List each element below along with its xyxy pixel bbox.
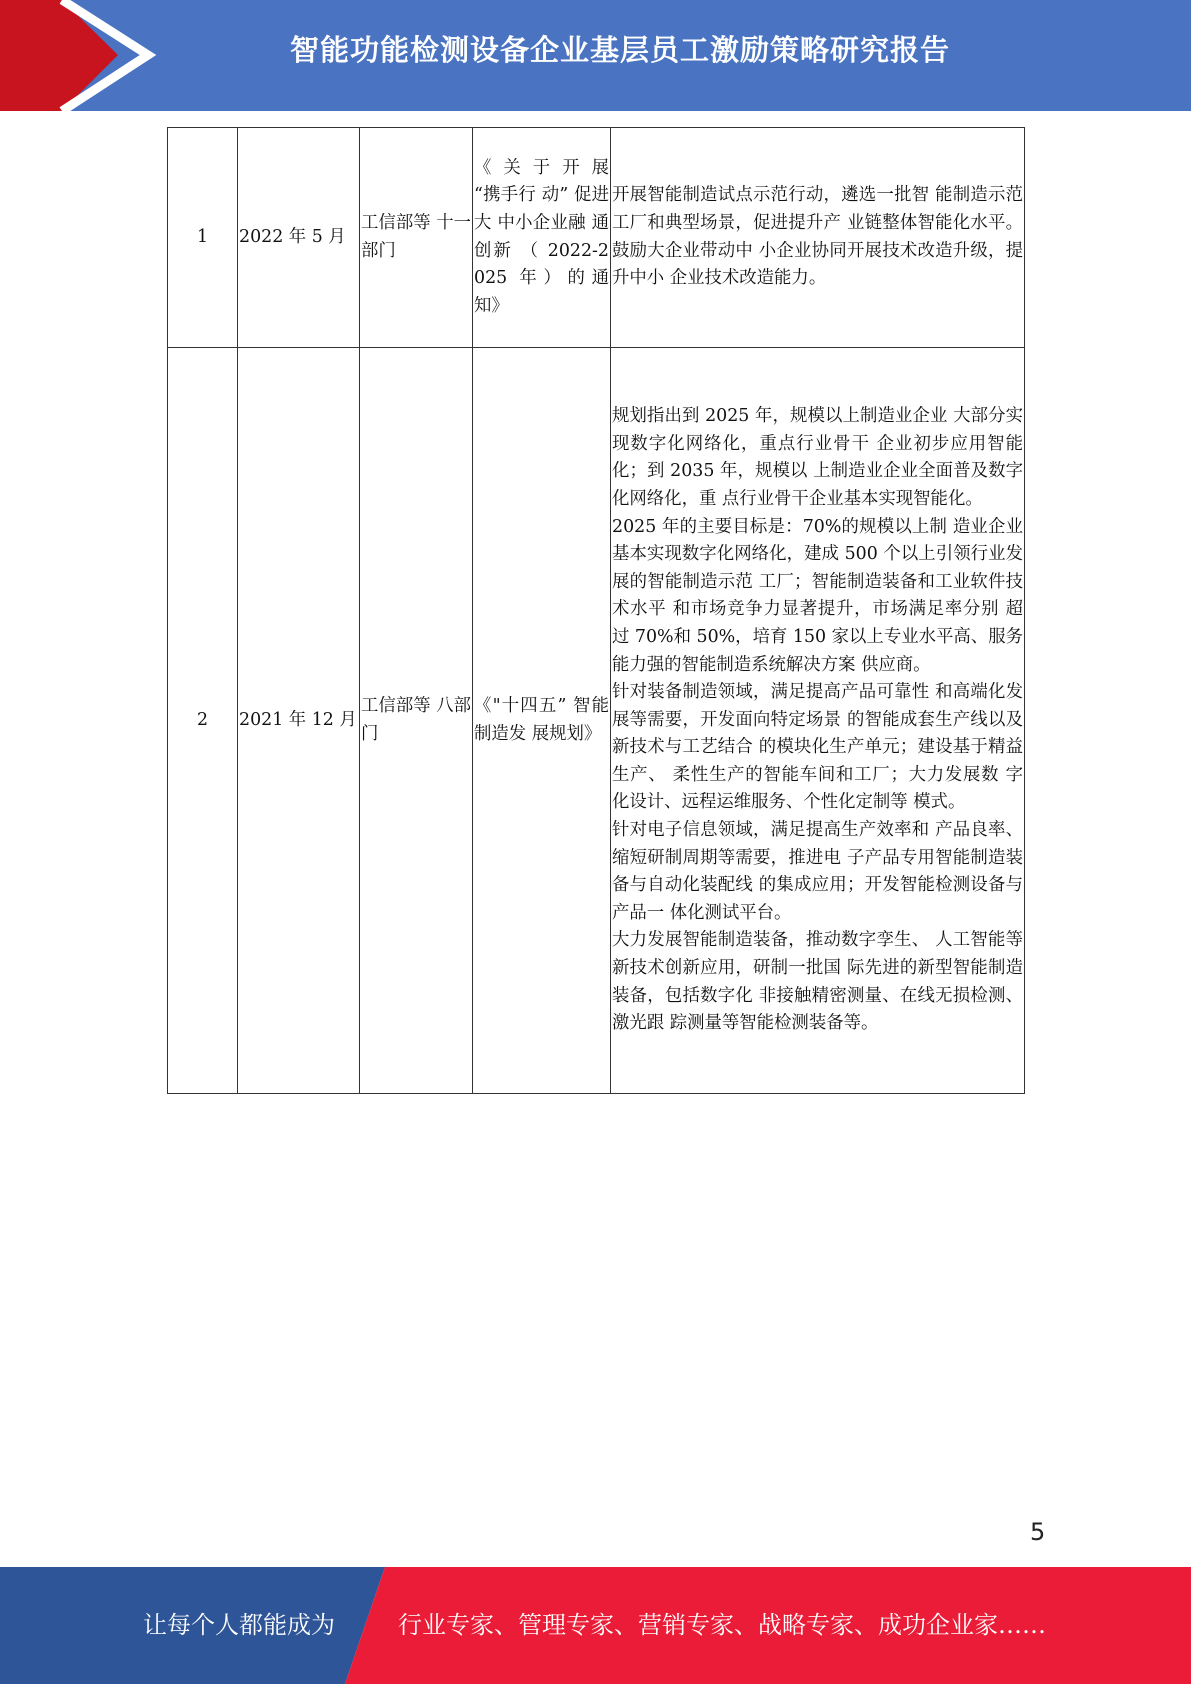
header-chevron-decoration (0, 0, 170, 111)
table-row (168, 348, 1025, 1094)
row-document-title: 《 关 于 开 展 “携手行 动” 促进大 中小企业融 通创新 （ 2022-2025 年）的通 知》 (473, 128, 611, 348)
content-paragraph: 规划指出到 2025 年，规模以上制造业企业 大部分实现数字化网络化，重点行业骨干 企业初步应用智能化；到 2035 年，规模以 上制造业企业全面普及数字化网络化，重 点行业骨干企业基本实现智能化。 (612, 406, 1023, 509)
footer-slogan-left: 让每个人都能成为 (143, 1611, 335, 1639)
row-department: 工信部等 十一部门 (360, 128, 473, 348)
page-header (0, 0, 1191, 111)
row-number: 1 (168, 128, 238, 348)
row-document-title: 《"十四五” 智能制造发 展规划》 (473, 348, 611, 1094)
content-paragraph: 针对电子信息领域，满足提高生产效率和 产品良率、缩短研制周期等需要，推进电 子产品专用智能制造装备与自动化装配线 的集成应用；开发智能检测设备与产品一 体化测试平台。 (612, 820, 1023, 923)
row-department: 工信部等 八部门 (360, 348, 473, 1094)
row-content (611, 348, 1025, 1094)
row-date: 2021 年 12 月 (238, 348, 360, 1094)
row-content (611, 128, 1025, 348)
content-paragraph: 大力发展智能制造装备，推动数字孪生、 人工智能等新技术创新应用，研制一批国 际先进的新型智能制造装备，包括数字化 非接触精密测量、在线无损检测、激光跟 踪测量等智能检测装备等。 (612, 930, 1023, 1034)
page-footer (0, 1567, 1191, 1684)
policy-table (167, 127, 1025, 1094)
footer-slogan-right: 行业专家、管理专家、营销专家、战略专家、成功企业家…… (398, 1611, 1046, 1639)
page-number: 5 (1030, 1518, 1046, 1546)
row-number: 2 (168, 348, 238, 1094)
content-paragraph: 2025 年的主要目标是：70%的规模以上制 造业企业基本实现数字化网络化，建成 500 个以上引领行业发展的智能制造示范 工厂；智能制造装备和工业软件技术水平 和市场竞争力显著提升，市场满足率分别 超过 70%和 50%，培育 150 家以上专业水平高、服务能力强的智能制造系统解决方案 供应商。 (612, 516, 1023, 675)
table-row (168, 128, 1025, 348)
row-date: 2022 年 5 月 (238, 128, 360, 348)
content-paragraph: 针对装备制造领域，满足提高产品可靠性 和高端化发展等需要，开发面向特定场景 的智能成套生产线以及新技术与工艺结合 的模块化生产单元；建设基于精益生产、 柔性生产的智能车间和工厂；大力发展数 字化设计、远程运维服务、个性化定制等 模式。 (612, 682, 1023, 813)
content-paragraph: 开展智能制造试点示范行动，遴选一批智 能制造示范工厂和典型场景，促进提升产 业链整体智能化水平。鼓励大企业带动中 小企业协同开展技术改造升级，提升中小 企业技术改造能力。 (612, 185, 1023, 289)
report-title: 智能功能检测设备企业基层员工激励策略研究报告 (289, 33, 950, 67)
